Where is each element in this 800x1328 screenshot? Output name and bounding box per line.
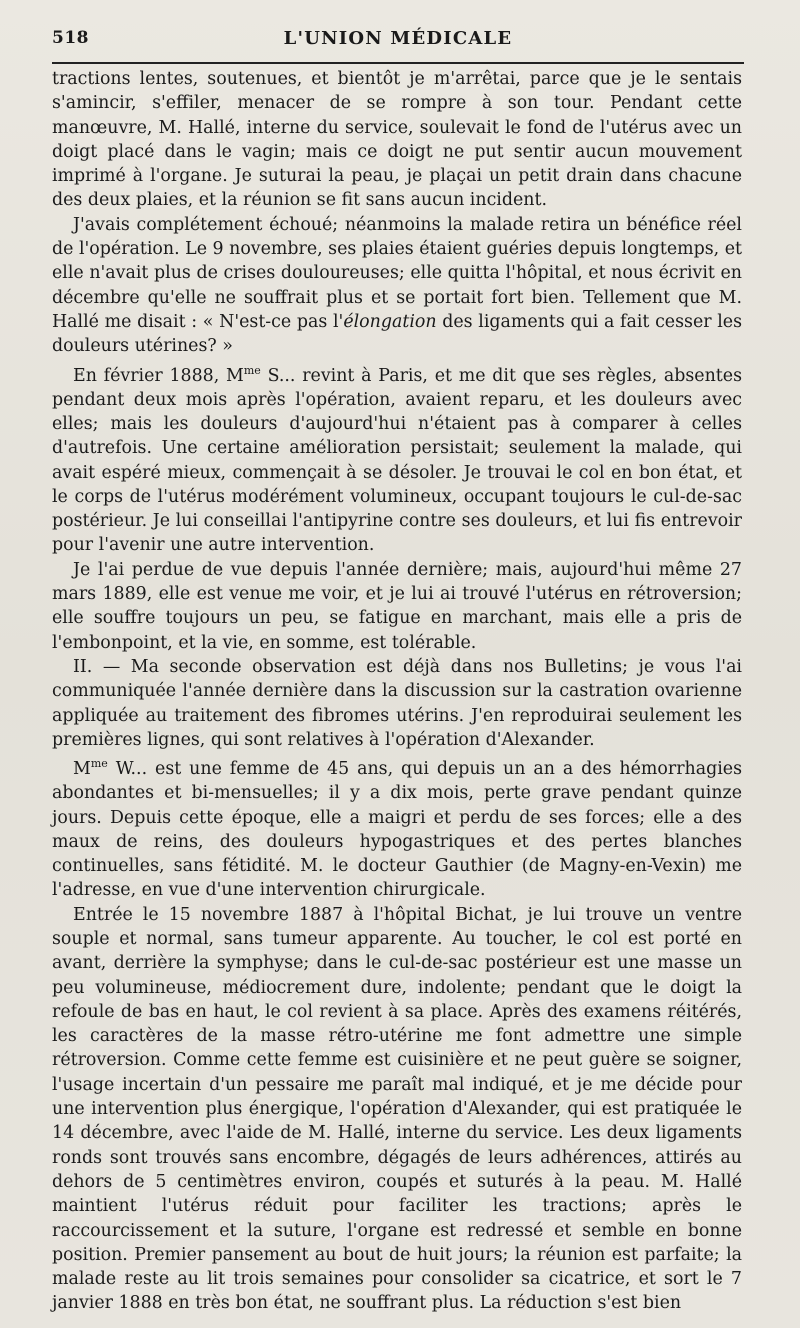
article-body — [52, 67, 742, 1316]
paragraph-6-superscript: me — [90, 757, 108, 771]
paragraph-2-italic-term: élongation — [343, 311, 437, 332]
paragraph-3-superscript: me — [243, 363, 261, 377]
paragraph-2-text-before: J'avais complétement échoué; néanmoins la malade retira un bénéfice réel de l'opération. Le 9 novembre, ses plaies étaient guéries depuis longtemps, et elle n'avait plus de crises douloureuses; elle quitta l'hôpital, et nous écrivit en décembre qu'elle ne souffrait plus et se portait fort bien. Tellement que M. Hallé me disait : « N'est-ce pas l' — [52, 214, 742, 332]
paragraph-3 — [52, 359, 742, 558]
page-number: 518 — [52, 28, 89, 48]
paragraph-6-text-after: W... est une femme de 45 ans, qui depuis un an a des hémorrhagies abondantes et bi-mensuelles; il y a dix mois, perte grave pendant quinze jours. Depuis cette époque, elle a maigri et perdu de ses forces; elle a des maux de reins, des douleurs hypogastriques et des pertes blanches continuelles, sans fétidité. M. le docteur Gauthier (de Magny-en-Vexin) me l'adresse, en vue d'une intervention chirurgicale. — [52, 758, 742, 901]
paragraph-1: tractions lentes, soutenues, et bientôt je m'arrêtai, parce que je le sentais s'amincir, s'effiler, menacer de se rompre à son tour. Pendant cette manœuvre, M. Hallé, interne du service, soulevait le fond de l'utérus avec un doigt placé dans le vagin; mais ce doigt ne put sentir aucun mouvement imprimé à l'organe. Je suturai la peau, je plaçai un petit drain dans chacune des deux plaies, et la réunion se fit sans aucun incident. — [52, 69, 742, 211]
paragraph-2 — [52, 213, 742, 359]
paragraph-3-text-before: En février 1888, M — [73, 365, 244, 386]
page-header — [52, 26, 744, 54]
paragraph-7: Entrée le 15 novembre 1887 à l'hôpital Bichat, je lui trouve un ventre souple et normal, sans tumeur apparente. Au toucher, le col est porté en avant, derrière la symphyse; dans le cul-de-sac postérieur est une masse un peu volumineuse, médiocrement dure, indolente; pendant que le doigt la refoule de bas en haut, le col revient à sa place. Après des examens réitérés, les caractères de la masse rétro-utérine me font admettre une simple rétroversion. Comme cette femme est cuisinière et ne peut guère se soigner, l'usage incertain d'un pessaire me paraît mal indiqué, et je me décide pour une intervention plus énergique, l'opération d'Alexander, qui est pratiquée le 14 décembre, avec l'aide de M. Hallé, interne du service. Les deux ligaments ronds sont trouvés sans encombre, dégagés de leurs adhérences, attirés au dehors de 5 centimètres environ, coupés et suturés à la peau. M. Hallé maintient l'utérus réduit pour faciliter les tractions; après le raccourcissement et la suture, l'organe est redressé et semble en bonne position. Premier pansement au bout de huit jours; la réunion est parfaite; la malade reste au lit trois semaines pour consolider sa cicatrice, et sort le 7 janvier 1888 en très bon état, ne souffrant plus. La réduction s'est bien — [52, 904, 742, 1314]
journal-title: L'UNION MÉDICALE — [283, 28, 513, 49]
paragraph-6 — [52, 752, 742, 903]
paragraph-2-text-after: des ligaments qui a fait cesser les douleurs utérines? » — [52, 311, 743, 357]
paragraph-5: II. — Ma seconde observation est déjà dans nos Bulletins; je vous l'ai communiquée l'année dernière dans la discussion sur la castration ovarienne appliquée au traitement des fibromes utérins. J'en reproduirai seulement les premières lignes, qui sont relatives à l'opération d'Alexander. — [52, 656, 742, 750]
paragraph-6-text-before: M — [73, 758, 91, 779]
paragraph-3-text-after: S... revint à Paris, et me dit que ses règles, absentes pendant deux mois après l'opération, avaient reparu, et les douleurs avec elles; mais les douleurs d'aujourd'hui n'étaient pas à comparer à celles d'autrefois. Une certaine amélioration persistait; seulement la malade, qui avait espéré mieux, commençait à se désoler. Je trouvai le col en bon état, et le corps de l'utérus modérément volumineux, occupant toujours le cul-de-sac postérieur. Je lui conseillai l'antipyrine contre ses douleurs, et lui fis entrevoir pour l'avenir une autre intervention. — [52, 365, 742, 556]
paragraph-4: Je l'ai perdue de vue depuis l'année dernière; mais, aujourd'hui même 27 mars 1889, elle est venue me voir, et je lui ai trouvé l'utérus en rétroversion; elle souffre toujours un peu, se fatigue en marchant, mais elle a pris de l'embonpoint, et la vie, en somme, est tolérable. — [52, 559, 742, 653]
header-rule — [52, 62, 744, 64]
